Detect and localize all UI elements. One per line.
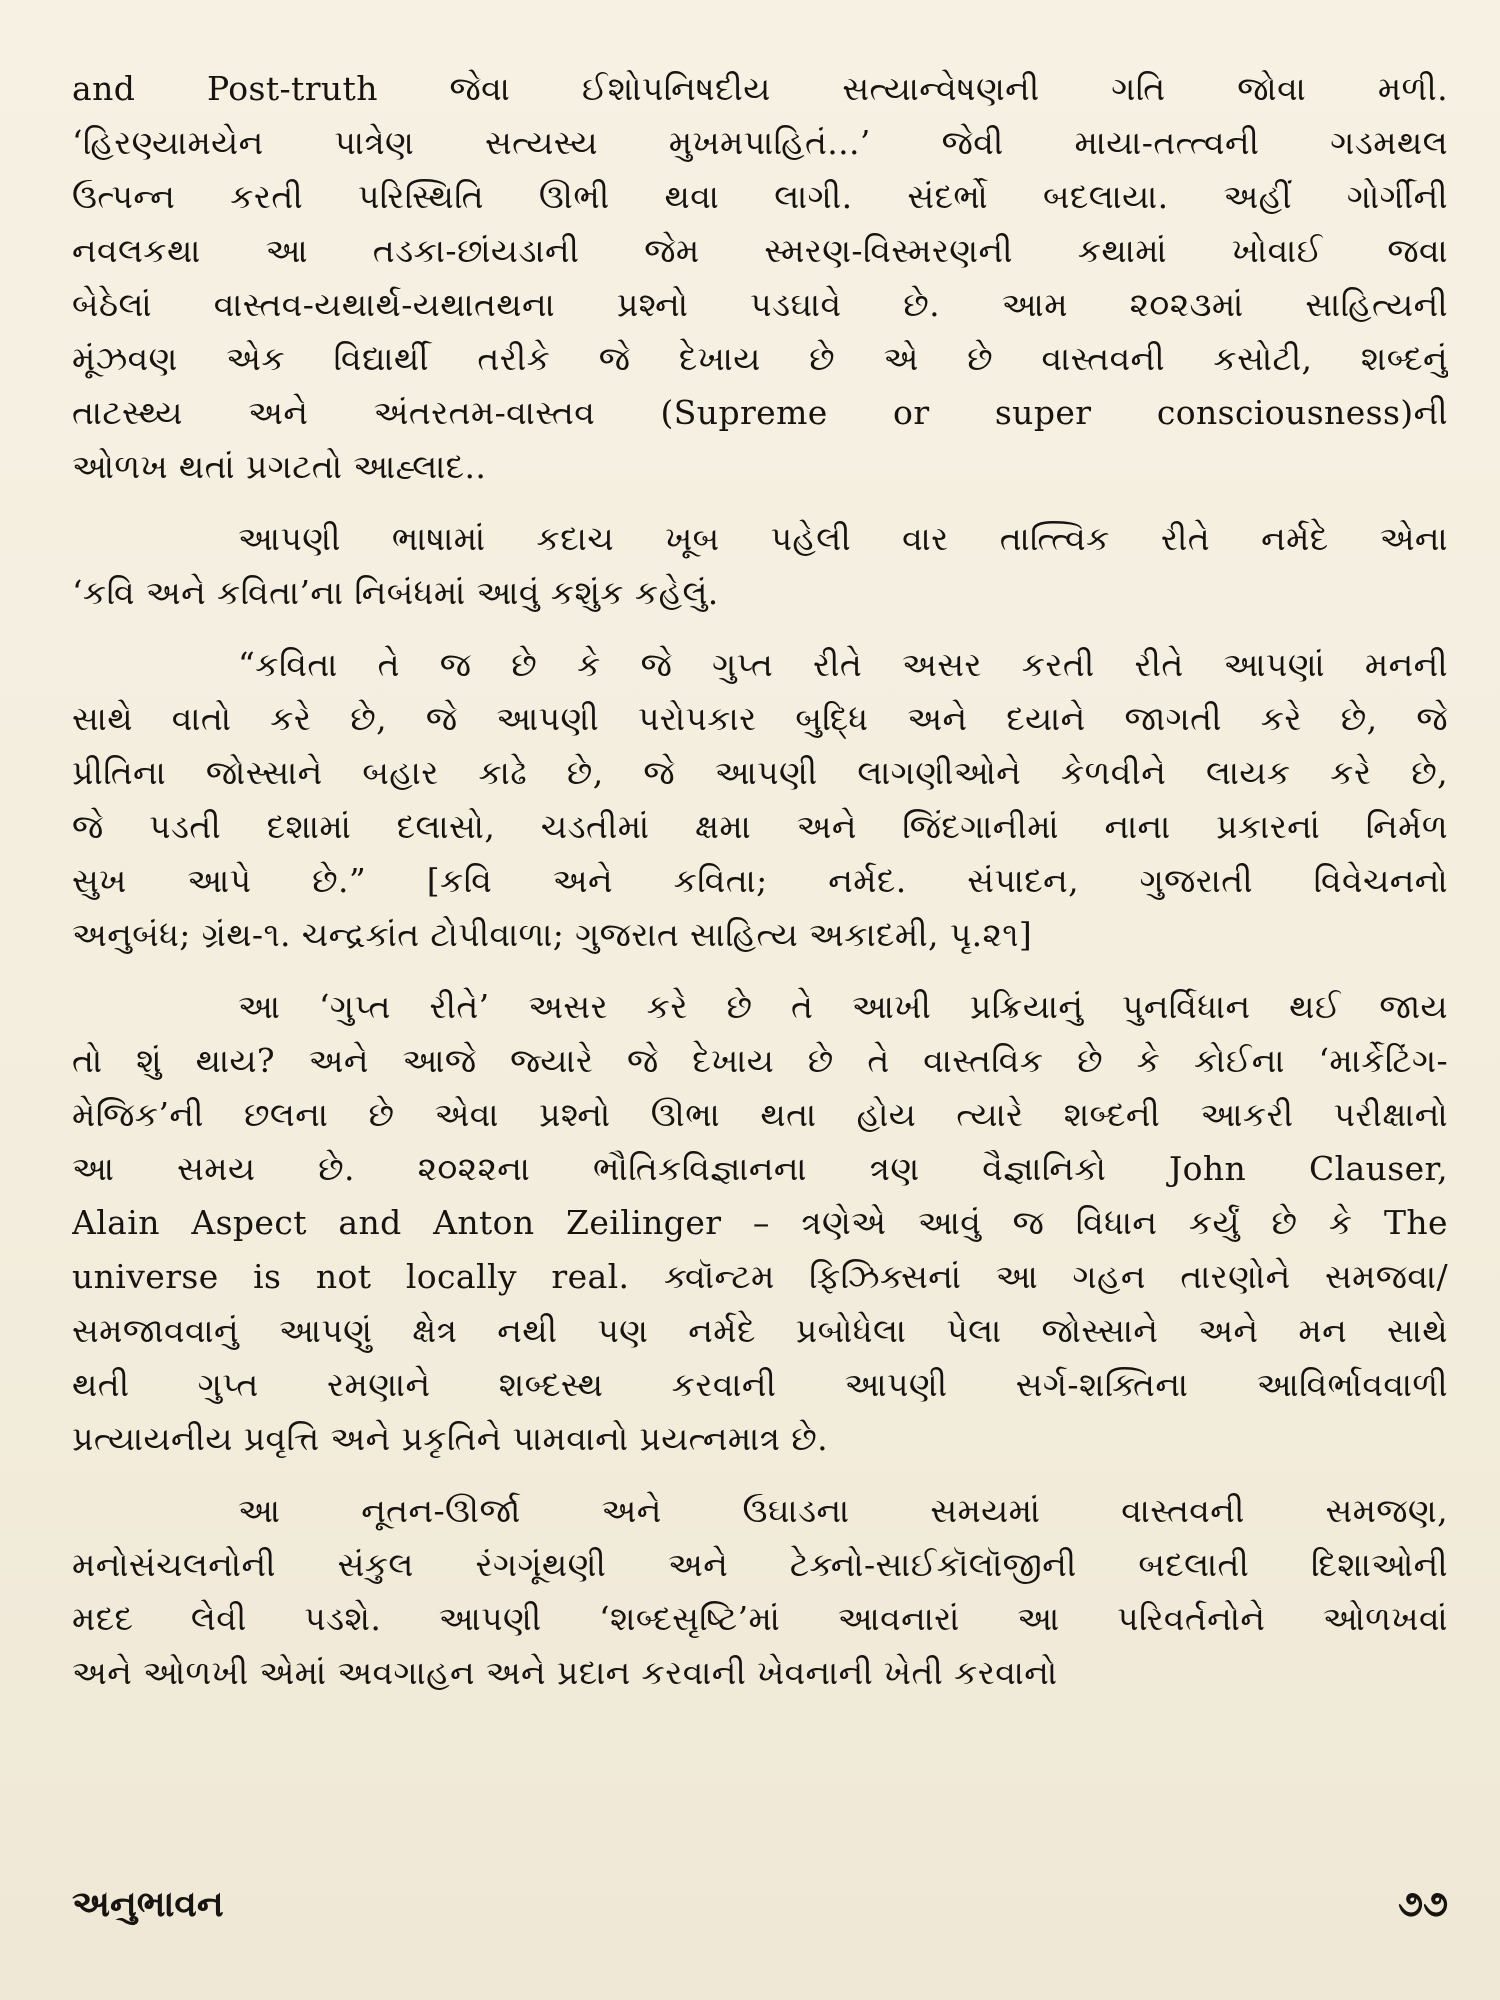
text-line: ઓળખ થતાં પ્રગટતો આહ્લાદ.. [72,447,487,486]
text-line: આ નૂતન-ઊર્જા અને ઉઘાડના સમયમાં વાસ્તવની સમજણ, [238,1491,1448,1530]
text-line: જે પડતી દશામાં દલાસો, ચડતીમાં ક્ષમા અને જિંદગાનીમાં નાના પ્રકારનાં નિર્મળ [72,807,1448,846]
text-line: ઉત્પન્ન કરતી પરિસ્થિતિ ઊભી થવા લાગી. સંદર્ભો બદલાયા. અહીં ગોર્ગીની [72,177,1448,216]
paragraph [72,62,1448,494]
text-line: and Post-truth જેવા ઈશોપનિષદીય સત્યાન્વેષણની ગતિ જોવા મળી. [72,69,1448,108]
text-line: “કવિતા તે જ છે કે જે ગુપ્ત રીતે અસર કરતી રીતે આપણાં મનની [238,645,1448,684]
paragraph-gap [72,1466,1448,1484]
text-line: પ્રીતિના જોસ્સાને બહાર કાઢે છે, જે આપણી લાગણીઓને કેળવીને લાયક કરે છે, [72,753,1448,792]
text-line: universe is not locally real. ક્વૉન્ટમ ફિઝિક્સનાં આ ગહન તારણોને સમજવા/ [72,1257,1448,1296]
text-line: મદદ લેવી પડશે. આપણી ‘શબ્દસૃષ્ટિ’માં આવનારાં આ પરિવર્તનોને ઓળખવાં [72,1599,1448,1638]
text-line: તો શું થાય? અને આજે જ્યારે જે દેખાય છે તે વાસ્તવિક છે કે કોઈના ‘માર્કેટિંગ- [72,1041,1448,1080]
text-line: આ ‘ગુપ્ત રીતે’ અસર કરે છે તે આખી પ્રક્રિયાનું પુનર્વિધાન થઈ જાય [238,987,1448,1026]
running-footer-title: અનુભાવન [72,1883,224,1925]
text-line: ‘હિરણ્યામયેન પાત્રેણ સત્યસ્ય મુખમપાહિતં...’ જેવી માયા-તત્ત્વની ગડમથલ [72,123,1448,162]
paragraph-gap [72,962,1448,980]
paragraph [72,638,1448,962]
text-line: આપણી ભાષામાં કદાચ ખૂબ પહેલી વાર તાત્ત્વિક રીતે નર્મદે એના [238,519,1448,558]
text-line: અને ઓળખી એમાં અવગાહન અને પ્રદાન કરવાની ખેવનાની ખેતી કરવાનો [72,1653,1058,1692]
text-line: સાથે વાતો કરે છે, જે આપણી પરોપકાર બુદ્ધિ અને દયાને જાગતી કરે છે, જે [72,699,1448,738]
text-line: મૂંઝવણ એક વિદ્યાર્થી તરીકે જે દેખાય છે એ છે વાસ્તવની કસોટી, શબ્દનું [72,339,1448,378]
text-line: મનોસંચલનોની સંકુલ રંગગૂંથણી અને ટેક્નો-સાઈકૉલૉજીની બદલાતી દિશાઓની [72,1545,1448,1584]
text-line: Alain Aspect and Anton Zeilinger – ત્રણેએ આવું જ વિધાન કર્યું છે કે The [72,1203,1448,1242]
text-line: અનુબંધ; ગ્રંથ-૧. ચન્દ્રકાંત ટોપીવાળા; ગુજરાત સાહિત્ય અકાદમી, પૃ.૨૧] [72,915,1033,954]
paragraph-gap [72,494,1448,512]
paragraph [72,1484,1448,1700]
text-line: મેજિક’ની છલના છે એવા પ્રશ્નો ઊભા થતા હોય ત્યારે શબ્દની આકરી પરીક્ષાનો [72,1095,1448,1134]
text-line: સુખ આપે છે.” [કવિ અને કવિતા; નર્મદ. સંપાદન, ગુજરાતી વિવેચનનો [72,861,1448,900]
paragraph [72,512,1448,620]
paragraph [72,980,1448,1466]
text-line: થતી ગુપ્ત રમણાને શબ્દસ્થ કરવાની આપણી સર્ગ-શક્તિના આવિર્ભાવવાળી [72,1365,1448,1404]
text-line: આ સમય છે. ૨૦૨૨ના ભૌતિકવિજ્ઞાનના ત્રણ વૈજ્ઞાનિકો John Clauser, [72,1149,1448,1188]
text-line: સમજાવવાનું આપણું ક્ષેત્ર નથી પણ નર્મદે પ્રબોધેલા પેલા જોસ્સાને અને મન સાથે [72,1311,1448,1350]
body-text [72,62,1448,1700]
text-line: ‘કવિ અને કવિતા’ના નિબંધમાં આવું કશુંક કહેલું. [72,573,719,612]
text-line: પ્રત્યાયનીય પ્રવૃત્તિ અને પ્રકૃતિને પામવાનો પ્રયત્નમાત્ર છે. [72,1419,828,1458]
paragraph-gap [72,620,1448,638]
text-line: નવલકથા આ તડકા-છાંયડાની જેમ સ્મરણ-વિસ્મરણની કથામાં ખોવાઈ જવા [72,231,1448,270]
text-line: તાટસ્થ્ય અને અંતરતમ-વાસ્તવ (Supreme or super consciousness)ની [72,393,1448,432]
text-line: બેઠેલાં વાસ્તવ-યથાર્થ-યથાતથના પ્રશ્નો પડઘાવે છે. આમ ૨૦૨૩માં સાહિત્યની [72,285,1448,324]
page-number: ૭૭ [1397,1883,1448,1925]
